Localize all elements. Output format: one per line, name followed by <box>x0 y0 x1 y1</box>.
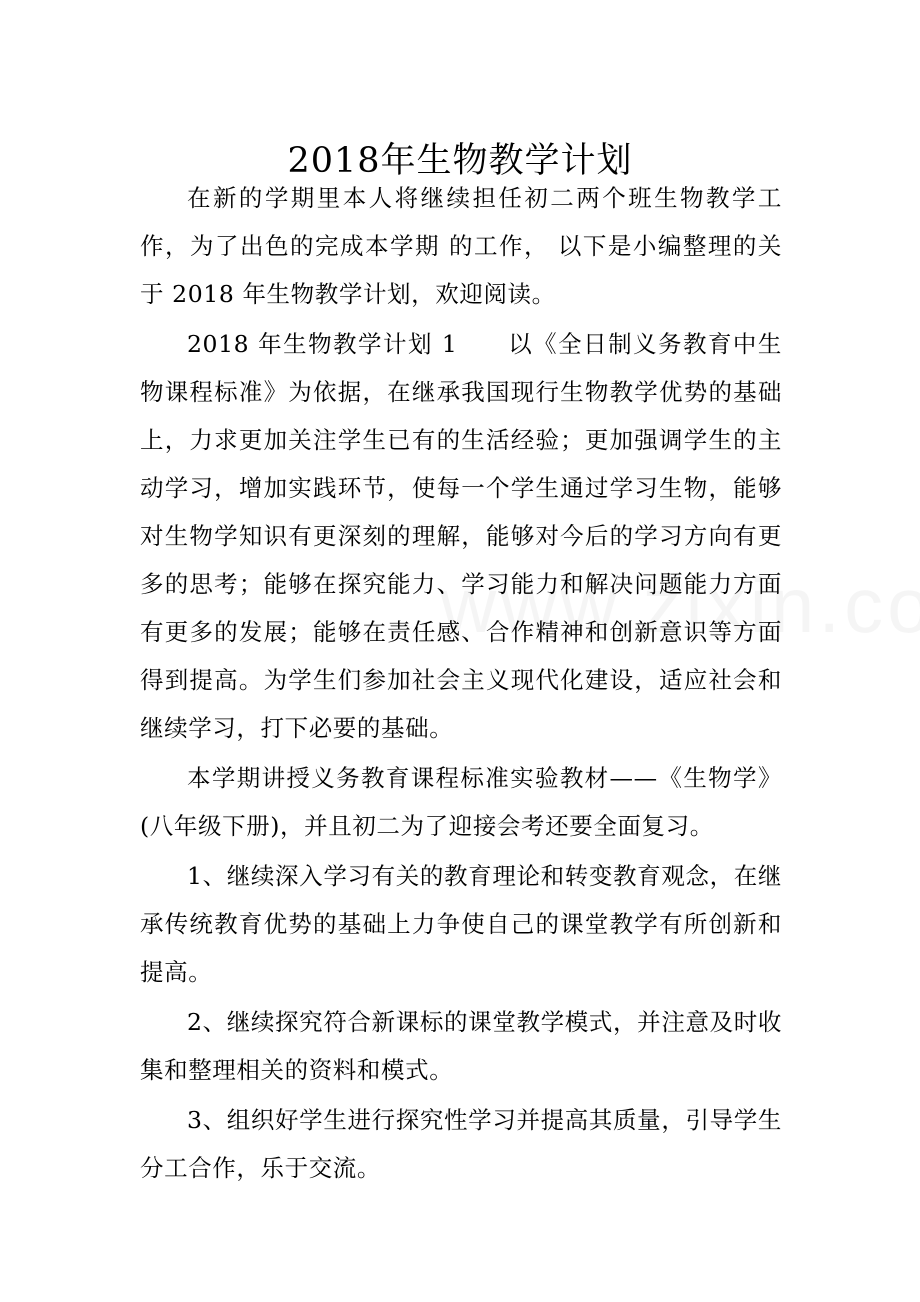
paragraph-plan-1: 2018 年生物教学计划 1 以《全日制义务教育中生物课程标准》为依据，在继承我国现行生物教学优势的基础上，力求更加关注学生已有的生活经验；更加强调学生的主动学习，增加实践环节，使每一个学生通过学习生物，能够对生物学知识有更深刻的理解，能够对今后的学习方向有更多的思考；能够在探究能力、学习能力和解决问题能力方面有更多的发展；能够在责任感、合作精神和创新意识等方面得到提高。为学生们参加社会主义现代化建设，适应社会和继续学习，打下必要的基础。 <box>140 330 782 742</box>
paragraph-textbook: 本学期讲授义务教育课程标准实验教材——《生物学》(八年级下册)，并且初二为了迎接会考还要全面复习。 <box>140 764 782 840</box>
paragraph-item-2: 2、继续探究符合新课标的课堂教学模式，并注意及时收集和整理相关的资料和模式。 <box>140 1008 782 1084</box>
paragraph-item-3: 3、组织好学生进行探究性学习并提高其质量，引导学生分工合作，乐于交流。 <box>140 1106 782 1182</box>
paragraph-item-1: 1、继续深入学习有关的教育理论和转变教育观念，在继承传统教育优势的基础上力争使自己的课堂教学有所创新和提高。 <box>140 862 782 986</box>
paragraph-intro: 在新的学期里本人将继续担任初二两个班生物教学工作，为了出色的完成本学期 的工作， 以下是小编整理的关于 2018 年生物教学计划，欢迎阅读。 <box>140 184 782 308</box>
document-body <box>140 174 782 1192</box>
document-title: 2018年生物教学计划 <box>287 141 633 182</box>
